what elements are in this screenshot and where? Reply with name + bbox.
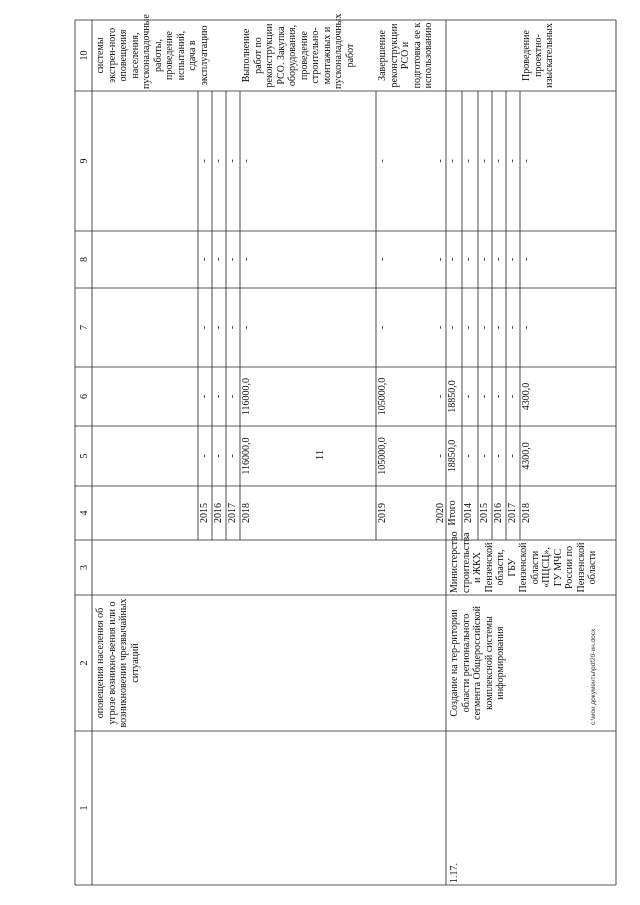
row-a-year-1-col9: - (213, 159, 224, 163)
row-a-year-1-col7: - (213, 325, 224, 330)
row-b-year-4-col5: - (507, 454, 518, 458)
row-a-year-0-col4: 2015 (199, 503, 210, 523)
row-a-year-0-col7: - (199, 325, 210, 330)
header-col-4: 4 (79, 510, 90, 516)
row-a-year-5-col6: - (435, 394, 446, 399)
row-a-year-0-col8: - (199, 257, 210, 262)
row-a-year-3-col4: 2018 (241, 503, 252, 523)
row-a-year-1-col5: - (213, 454, 224, 458)
row-a-year-0-col5: - (199, 454, 210, 458)
row-a-year-2-col5: - (227, 454, 238, 458)
header-col-3: 3 (79, 565, 90, 570)
row-a-year-3-col10: Выполнение работ по реконструкции РСО. Закупка оборудования, проведение строительно-монтажных и пусконаладочных работ (241, 13, 356, 89)
row-a-year-0-col6: - (199, 394, 210, 399)
row-b-year-4-col4: 2017 (507, 503, 518, 523)
row-b-year-3-col7: - (493, 325, 504, 330)
row-b-year-2-col8: - (479, 257, 490, 262)
row-b-year-2-col5: - (479, 454, 490, 458)
row-a-year-5-col8: - (435, 257, 446, 262)
row-b-year-5-col10: Проведение проектно-изыскательных (521, 23, 555, 88)
row-a-year-2-col8: - (227, 257, 238, 262)
row-a-year-3-col7: - (241, 325, 252, 330)
row-b-year-1-col9: - (463, 159, 474, 163)
header-col-2: 2 (79, 660, 90, 666)
row-b-year-3-col4: 2016 (493, 503, 504, 523)
row-b-year-0-col6: 18850,0 (447, 380, 458, 413)
row-b-year-3-col9: - (493, 159, 504, 163)
row-b-year-1-col8: - (463, 257, 474, 262)
row-b-year-5-col6: 4300,0 (521, 382, 532, 411)
row-a-year-4-col7: - (377, 325, 388, 330)
row-b-year-5-col7: - (521, 325, 532, 330)
header-col-1: 1 (79, 805, 90, 811)
row-b-year-2-col6: - (479, 394, 490, 399)
row-b-year-1-col5: - (463, 454, 474, 458)
row-a-year-5-col7: - (435, 325, 446, 330)
row-b-year-3-col5: - (493, 454, 504, 458)
row-b-number: 1.17. (449, 863, 460, 883)
row-b-year-0-col9: - (447, 159, 458, 163)
header-col-9: 9 (79, 158, 90, 164)
row-a-year-2-col9: - (227, 159, 238, 163)
row-b-year-4-col6: - (507, 394, 518, 399)
row-b-year-5-col4: 2018 (521, 503, 532, 523)
row-a-year-4-col8: - (377, 257, 388, 262)
row-b-year-0-col8: - (447, 257, 458, 262)
row-a-year-2-col7: - (227, 325, 238, 330)
row-b-year-4-col7: - (507, 325, 518, 330)
header-col-7: 7 (79, 325, 90, 330)
row-b-year-5-col9: - (521, 159, 532, 163)
row-b-year-0-col4: Итого (447, 500, 458, 526)
row-a-col2-text: оповещения населения об угрозе возникно-вения или о возникновении чрезвычайных ситуаций (95, 598, 141, 728)
row-b-year-3-col8: - (493, 257, 504, 262)
row-b-year-1-col6: - (463, 394, 474, 399)
row-a-year-4-col6: 105000,0 (377, 377, 388, 416)
row-a-year-1-col4: 2016 (213, 503, 224, 523)
row-b-year-0-col7: - (447, 325, 458, 330)
row-b-year-4-col9: - (507, 159, 518, 163)
row-b-year-1-col4: 2014 (463, 503, 474, 523)
row-b-year-1-col7: - (463, 325, 474, 330)
row-a-year-0-col9: - (199, 159, 210, 163)
row-a-year-3-col6: 116000,0 (241, 377, 252, 416)
row-a-year-1-col8: - (213, 257, 224, 262)
header-col-5: 5 (79, 453, 90, 459)
row-b-year-4-col8: - (507, 257, 518, 262)
row-a-year-3-col9: - (241, 159, 252, 163)
header-col-6: 6 (79, 394, 90, 399)
header-col-8: 8 (79, 257, 90, 262)
row-a-year-2-col4: 2017 (227, 503, 238, 523)
row-b-year-5-col5: 4300,0 (521, 442, 532, 470)
row-b-year-0-col5: 18850,0 (447, 439, 458, 473)
row-a-year-4-col5: 105000,0 (377, 437, 388, 475)
row-b-col3-text: Министерство строительства и ЖКХ Пензенской области, ГБУ Пензенской области «ПЦСЦ», ГУ МЧС России по Пензенской области (449, 531, 598, 593)
row-a-year-5-col4: 2020 (435, 503, 446, 523)
row-b-year-2-col4: 2015 (479, 503, 490, 523)
row-b-year-5-col8: - (521, 257, 532, 262)
row-a-year-3-col8: - (241, 257, 252, 262)
header-col-10: 10 (79, 50, 90, 61)
row-a-year-4-col9: - (377, 159, 388, 163)
row-a-year-3-col5: 116000,0 (241, 437, 252, 475)
row-b-year-2-col9: - (479, 159, 490, 163)
row-b-year-3-col6: - (493, 394, 504, 399)
row-b-col2-text: Создание на тер-ритории области регионального сегмента Общероссийской комплексной системы информирования (449, 606, 506, 720)
row-a-col10-text: системы экстрен-ного оповещения населения, пусконаладочные работы, проведение испытаний, сдача в эксплуатацию (95, 14, 210, 89)
page-number: 11 (314, 449, 326, 461)
row-b-year-2-col7: - (479, 325, 490, 330)
row-a-year-4-col10: Завершение реконструкции РСО и подготовка ее к использованию (377, 22, 434, 89)
row-a-year-2-col6: - (227, 394, 238, 399)
row-a-year-1-col6: - (213, 394, 224, 399)
row-a-year-4-col4: 2019 (377, 503, 388, 523)
footer-file-path: c:\мои документы\pdf20-ин.docx (590, 628, 597, 725)
row-a-year-5-col9: - (435, 159, 446, 163)
row-a-year-5-col5: - (435, 454, 446, 458)
